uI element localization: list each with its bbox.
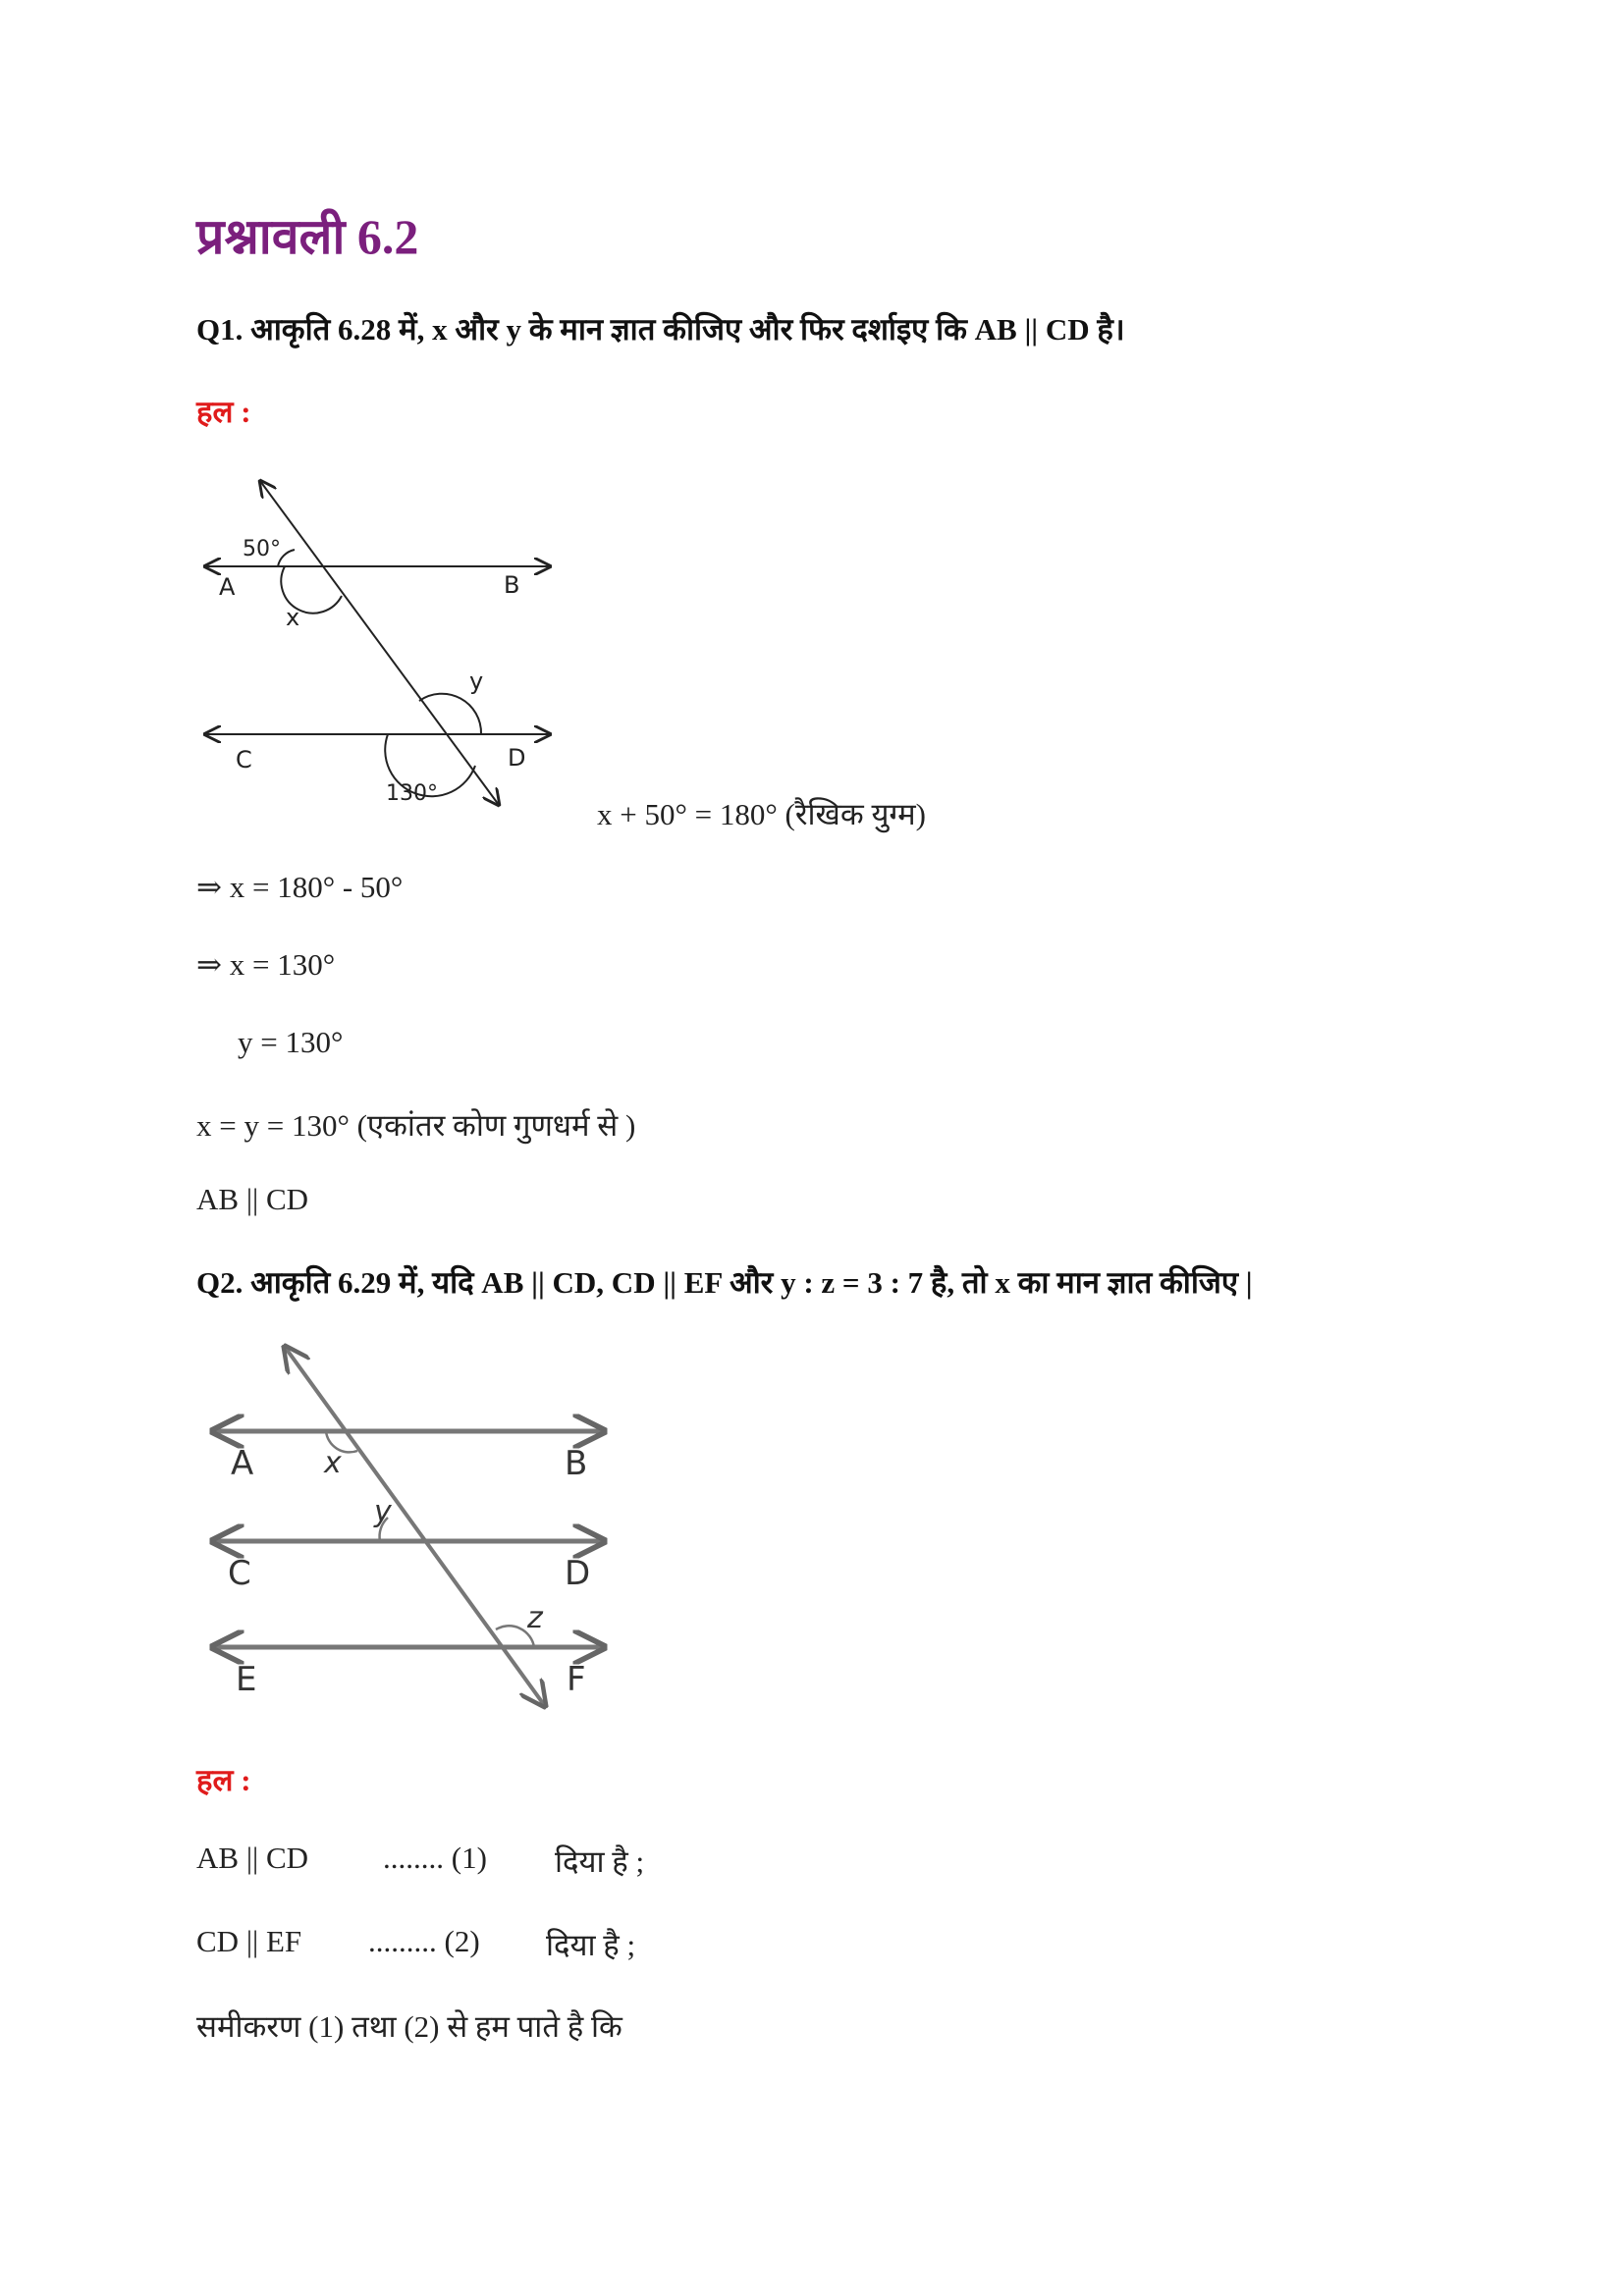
q2-line-1-left: AB || CD (196, 1841, 309, 1875)
solution-label-2: हल : (196, 1763, 251, 1797)
q2-line-1-right: दिया है ; (555, 1844, 645, 1879)
q1-line-1: x + 50° = 180° (रैखिक युग्म) (597, 797, 927, 831)
label-d: D (565, 1554, 591, 1593)
q1-line-6: AB || CD (196, 1182, 309, 1216)
q2-line-1-mid: ........ (1) (383, 1841, 487, 1875)
label-d: D (508, 744, 526, 772)
q1-line-4: y = 130° (238, 1025, 344, 1059)
label-f: F (567, 1660, 586, 1699)
q2-line-2-mid: ......... (2) (368, 1924, 480, 1958)
angle-y-arc (419, 694, 481, 734)
page-title: प्रश्नावली 6.2 (196, 209, 419, 264)
q1-line-2: ⇒ x = 180° - 50° (196, 870, 404, 904)
solution-label-1: हल : (196, 395, 251, 429)
label-a: A (231, 1444, 254, 1483)
label-b: B (504, 571, 520, 599)
label-z: z (527, 1601, 543, 1635)
q2-line-2-right: दिया है ; (546, 1928, 636, 1962)
figure-6-29 (201, 1335, 623, 1728)
label-x: x (286, 604, 300, 631)
label-c: C (228, 1554, 251, 1593)
label-y: y (374, 1495, 392, 1529)
label-130: 130° (386, 781, 438, 806)
figure-6-28 (191, 471, 574, 815)
q2-line-2-left: CD || EF (196, 1924, 302, 1958)
q1-line-3: ⇒ x = 130° (196, 947, 336, 982)
label-y: y (469, 667, 484, 695)
label-e: E (236, 1660, 257, 1699)
label-b: B (565, 1444, 588, 1483)
transversal (285, 1347, 545, 1706)
q2-last-line: समीकरण (1) तथा (2) से हम पाते है कि (196, 2009, 622, 2044)
label-50: 50° (243, 537, 281, 561)
label-c: C (236, 746, 252, 774)
label-x: x (324, 1446, 342, 1480)
transversal (260, 481, 499, 805)
q1-line-5: x = y = 130° (एकांतर कोण गुणधर्म से ) (196, 1108, 636, 1143)
label-a: A (219, 573, 236, 601)
question-1: Q1. आकृति 6.28 में, x और y के मान ज्ञात कीजिए और फिर दर्शाइए कि AB || CD है। (196, 312, 1125, 347)
question-2: Q2. आकृति 6.29 में, यदि AB || CD, CD || EF और y : z = 3 : 7 है, तो x का मान ज्ञात कीजिए | (196, 1265, 1253, 1300)
